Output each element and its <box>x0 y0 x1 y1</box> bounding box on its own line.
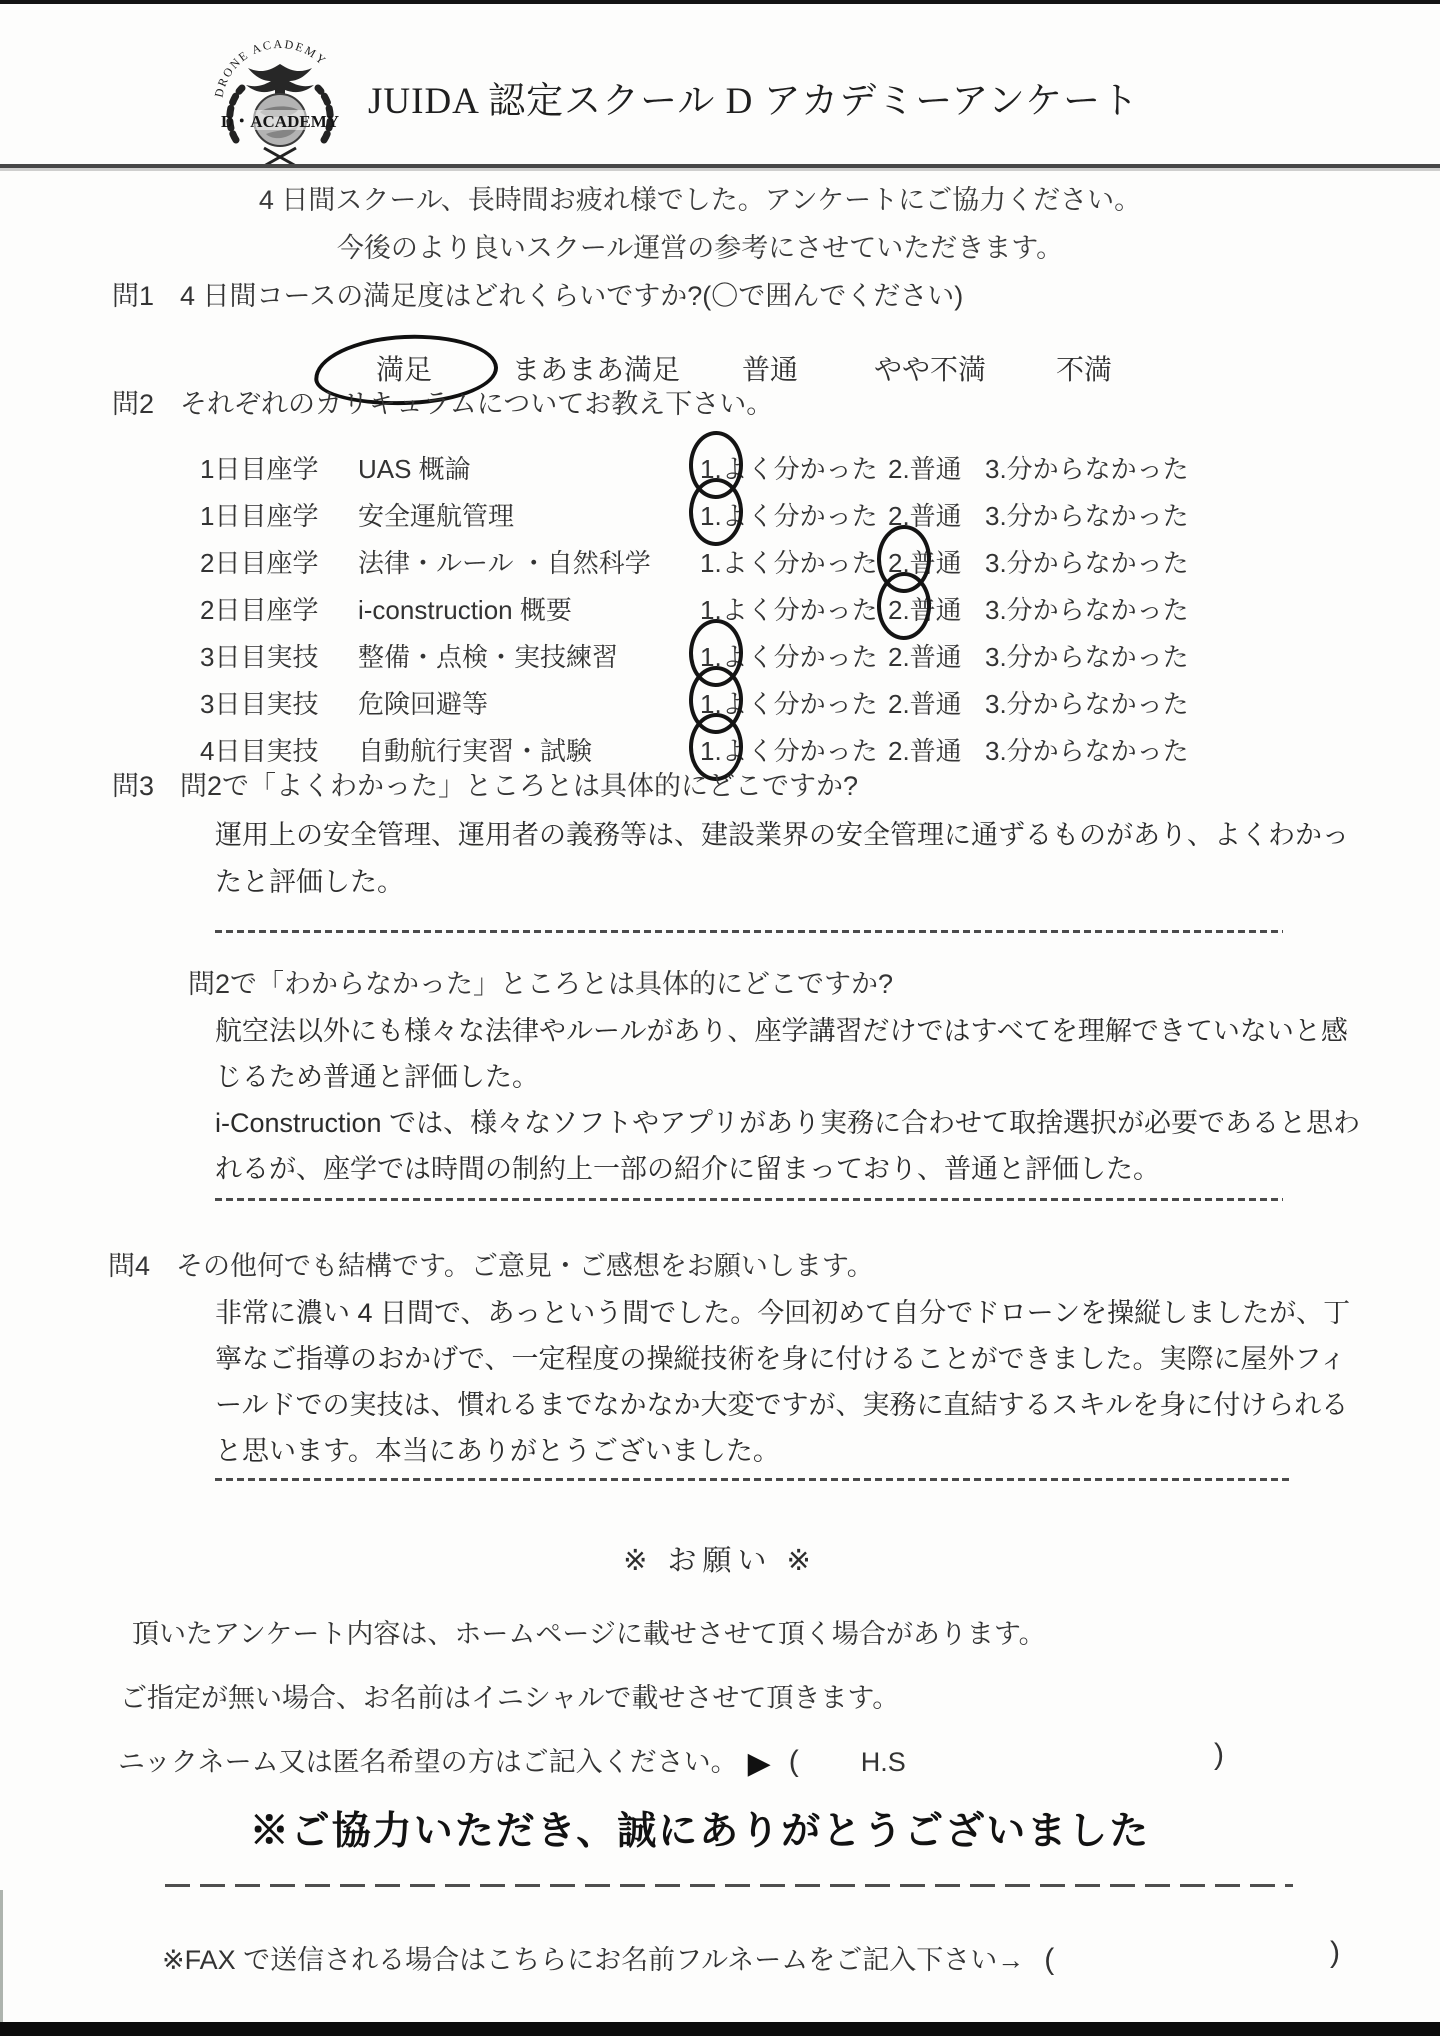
q2-subject: 自動航行実習・試験 <box>358 736 593 766</box>
q3-label: 問3 <box>112 771 155 801</box>
q3-answer-not-understood-2: i-Construction では、様々なソフトやアプリがあり実務に合わせて取捨選択が必要であると思われるが、座学では時間の制約上一部の紹介に留まっており、普通と評価した。 <box>215 1108 1360 1184</box>
q1-question-row <box>112 274 963 313</box>
page-title: JUIDA 認定スクール D アカデミーアンケート <box>368 81 1140 122</box>
q2-day: 2日目座学 <box>200 595 319 625</box>
scan-left-edge <box>0 1890 3 2036</box>
scan-top-edge <box>0 0 1440 4</box>
q2-option-2: 2.普通 <box>888 501 962 531</box>
nickname-value: H.S <box>860 1747 906 1777</box>
q3-question-understood: 問2で「よくわかった」ところとは具体的にどこですか? <box>180 771 859 801</box>
q2-option-2: 2.普通 <box>888 689 962 719</box>
q2-subject: UAS 概論 <box>358 454 471 484</box>
paren-close: ) <box>1214 1738 1224 1771</box>
q2-curriculum-table <box>200 444 1235 773</box>
q2-row <box>200 491 1235 538</box>
dashed-separator <box>215 1198 1283 1201</box>
q2-option-1: 1.よく分かった <box>700 595 878 625</box>
q2-option-3: 3.分からなかった <box>985 454 1189 484</box>
q3-answer-not-understood-1: 航空法以外にも様々な法律やルールがあり、座学講習だけではすべてを理解できていないと感じるため普通と評価した。 <box>215 1016 1348 1092</box>
q2-option-1: 1.よく分かった <box>700 731 888 768</box>
scan-bottom-bar <box>0 2022 1440 2036</box>
q2-day: 3日目実技 <box>200 642 319 672</box>
q1-option-maamaa: まあまあ満足 <box>512 354 681 385</box>
drone-academy-emblem <box>196 40 364 168</box>
q2-option-1: 1.よく分かった <box>700 637 888 674</box>
thanks-line: ※ご協力いただき、誠にありがとうございました <box>249 1810 1151 1853</box>
q2-option-3: 3.分からなかった <box>985 736 1189 766</box>
paren-open: ( <box>1044 1943 1055 1976</box>
fax-label: ※FAX で送信される場合はこちらにお名前フルネームをご記入下さい→ <box>162 1945 1025 1975</box>
notice-heading: ※ お願い ※ <box>623 1545 817 1577</box>
q2-day: 1日目座学 <box>200 454 319 484</box>
q2-option-2: 2.普通 <box>888 454 962 484</box>
q3-answer-not-understood <box>215 1008 1365 1192</box>
q4-answer: 非常に濃い 4 日間で、あっという間でした。今回初めて自分でドローンを操縦しましたが、丁寧なご指導のおかげで、一定程度の操縦技術を身に付けることができました。実際に屋外フィールドでの実技は、慣れるまでなかなか大変ですが、実務に直結するスキルを身に付けられると思います。本当にありがとうございました。 <box>215 1298 1351 1466</box>
header-rule <box>0 164 1440 168</box>
q2-option-2: 2.普通 <box>888 590 985 627</box>
q2-day: 2日目座学 <box>200 548 319 578</box>
q2-day: 3日目実技 <box>200 689 319 719</box>
q2-day: 4日目実技 <box>200 736 319 766</box>
q2-question: それぞれのカリキュラムについてお教え下さい。 <box>180 389 774 419</box>
q2-label: 問2 <box>112 389 155 419</box>
q4-question: その他何でも結構です。ご意見・ご感想をお願いします。 <box>176 1251 874 1281</box>
q2-option-3: 3.分からなかった <box>985 642 1189 672</box>
paren-close: ) <box>1330 1936 1340 1969</box>
logo-arc-text: DRONE ACADEMY <box>211 40 330 99</box>
long-dash-separator <box>165 1884 1293 1887</box>
dashed-separator <box>215 930 1283 933</box>
logo-banner-text: D・ACADEMY <box>220 112 340 131</box>
q2-subject: i-construction 概要 <box>358 595 572 625</box>
q2-subject: 整備・点検・実技練習 <box>358 642 619 672</box>
q1-option-futsuu: 普通 <box>742 354 799 385</box>
q4-label: 問4 <box>108 1251 151 1281</box>
q1-label: 問1 <box>112 281 155 311</box>
q2-option-3: 3.分からなかった <box>985 501 1189 531</box>
marker-triangle-icon: ▶ <box>747 1747 771 1780</box>
q2-option-1: 1.よく分かった <box>700 496 888 533</box>
q2-option-1: 1.よく分かった <box>700 449 888 486</box>
intro-text <box>0 176 1400 272</box>
nickname-row <box>118 1740 1320 1781</box>
q2-option-1: 1.よく分かった <box>700 548 878 578</box>
notice-line-1: 頂いたアンケート内容は、ホームページに載せさせて頂く場合があります。 <box>132 1619 1046 1649</box>
q1-option-yayafuman: やや不満 <box>874 354 987 385</box>
q2-option-3: 3.分からなかった <box>985 595 1189 625</box>
q2-subject: 法律・ルール ・自然科学 <box>358 548 651 578</box>
q2-subject: 安全運航管理 <box>358 501 515 531</box>
q2-row <box>200 538 1235 585</box>
intro-line-1: 4 日間スクール、長時間お疲れ様でした。アンケートにご協力ください。 <box>258 185 1142 215</box>
q1-option-manzoku: 満足 <box>376 348 432 388</box>
q1-question: 4 日間コースの満足度はどれくらいですか?(〇で囲んでください) <box>180 281 964 311</box>
q2-option-3: 3.分からなかった <box>985 548 1189 578</box>
fax-row <box>162 1938 1340 1977</box>
school-logo <box>196 40 364 168</box>
q1-option-fuman: 不満 <box>1056 354 1113 385</box>
intro-line-2: 今後のより良いスクール運営の参考にさせていただきます。 <box>336 233 1064 263</box>
nickname-label: ニックネーム又は匿名希望の方はご記入ください。 <box>118 1747 738 1777</box>
q3-answer-understood: 運用上の安全管理、運用者の義務等は、建設業界の安全管理に通ずるものがあり、よくわかったと評価した。 <box>215 820 1349 897</box>
q2-option-2: 2.普通 <box>888 736 962 766</box>
q2-question-row <box>112 382 773 421</box>
q2-subject: 危険回避等 <box>358 689 489 719</box>
q2-option-1: 1.よく分かった <box>700 684 888 721</box>
dashed-separator <box>215 1478 1290 1481</box>
q2-option-2: 2.普通 <box>888 543 985 580</box>
q2-option-3: 3.分からなかった <box>985 689 1189 719</box>
paren-open: ( <box>788 1745 799 1778</box>
q2-option-2: 2.普通 <box>888 642 962 672</box>
q3-question-row <box>112 764 858 803</box>
q2-day: 1日目座学 <box>200 501 319 531</box>
q4-question-row <box>108 1244 874 1283</box>
q3-question-not-understood: 問2で「わからなかった」ところとは具体的にどこですか? <box>188 969 894 999</box>
notice-line-2: ご指定が無い場合、お名前はイニシャルで載せさせて頂きます。 <box>120 1683 900 1713</box>
